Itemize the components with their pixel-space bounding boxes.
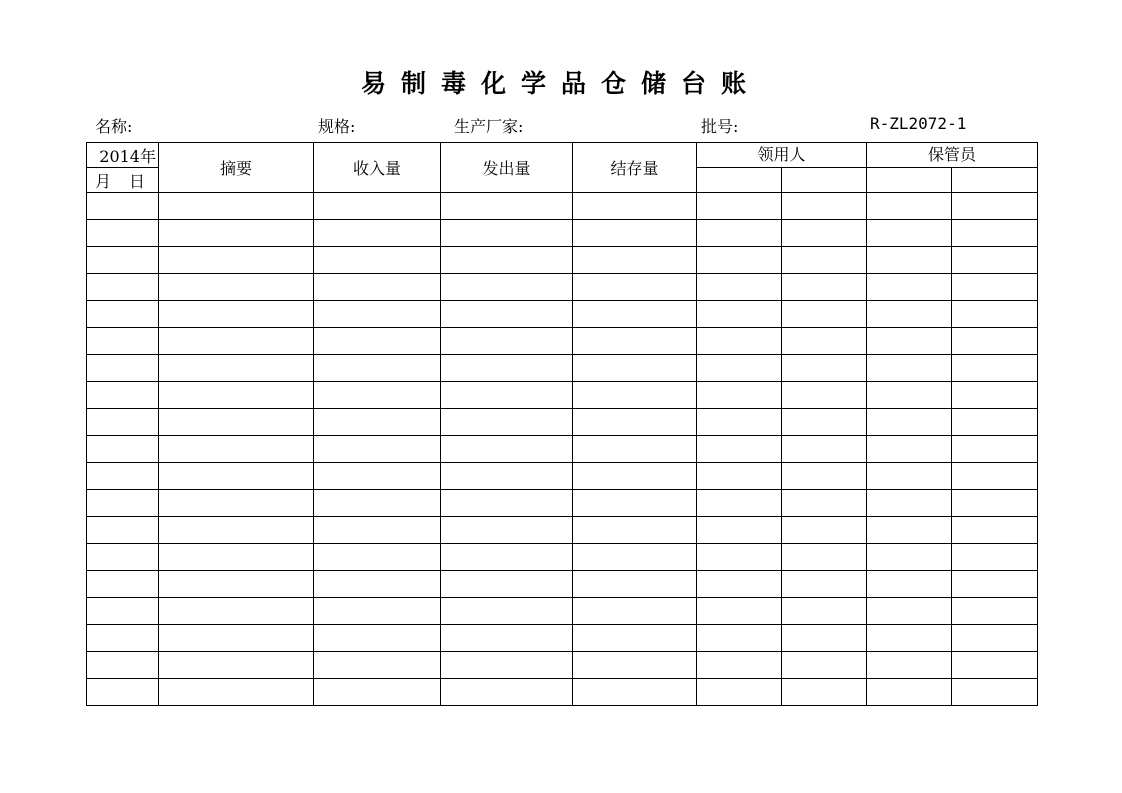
ledger-cell[interactable] xyxy=(867,544,952,571)
ledger-cell[interactable] xyxy=(87,247,159,274)
ledger-cell[interactable] xyxy=(952,517,1038,544)
ledger-cell[interactable] xyxy=(314,247,441,274)
keeper-header: 保管员 xyxy=(867,143,1038,168)
ledger-cell[interactable] xyxy=(573,247,697,274)
ledger-cell[interactable] xyxy=(573,436,697,463)
ledger-row xyxy=(87,220,1038,247)
ledger-cell[interactable] xyxy=(159,598,314,625)
ledger-cell[interactable] xyxy=(87,328,159,355)
ledger-cell[interactable] xyxy=(867,328,952,355)
ledger-cell[interactable] xyxy=(952,409,1038,436)
ledger-cell[interactable] xyxy=(87,490,159,517)
ledger-cell[interactable] xyxy=(314,517,441,544)
ledger-cell[interactable] xyxy=(441,517,573,544)
keeper-sub-cell-1[interactable] xyxy=(867,168,952,193)
ledger-cell[interactable] xyxy=(867,517,952,544)
ledger-cell[interactable] xyxy=(867,274,952,301)
ledger-cell[interactable] xyxy=(867,436,952,463)
month-day-cell xyxy=(87,168,159,193)
ledger-cell[interactable] xyxy=(87,463,159,490)
ledger-cell[interactable] xyxy=(87,274,159,301)
ledger-cell[interactable] xyxy=(87,193,159,220)
ledger-row xyxy=(87,544,1038,571)
ledger-cell[interactable] xyxy=(314,301,441,328)
ledger-cell[interactable] xyxy=(697,247,782,274)
balance-header: 结存量 xyxy=(573,143,697,193)
ledger-row xyxy=(87,571,1038,598)
ledger-cell[interactable] xyxy=(314,598,441,625)
ledger-cell[interactable] xyxy=(87,652,159,679)
keeper-sub-cell-2[interactable] xyxy=(952,168,1038,193)
ledger-cell[interactable] xyxy=(952,571,1038,598)
ledger-cell[interactable] xyxy=(697,571,782,598)
ledger-table xyxy=(86,142,1038,706)
ledger-cell[interactable] xyxy=(573,571,697,598)
ledger-cell[interactable] xyxy=(782,355,867,382)
ledger-row xyxy=(87,355,1038,382)
ledger-cell[interactable] xyxy=(952,598,1038,625)
ledger-cell[interactable] xyxy=(441,382,573,409)
ledger-cell[interactable] xyxy=(697,598,782,625)
ledger-cell[interactable] xyxy=(867,571,952,598)
ledger-row xyxy=(87,301,1038,328)
ledger-cell[interactable] xyxy=(87,355,159,382)
ledger-cell[interactable] xyxy=(87,220,159,247)
summary-header: 摘要 xyxy=(159,143,314,193)
ledger-cell[interactable] xyxy=(441,220,573,247)
ledger-row xyxy=(87,463,1038,490)
ledger-cell[interactable] xyxy=(314,679,441,706)
ledger-cell[interactable] xyxy=(441,355,573,382)
document-title: 易制毒化学品仓储台账 xyxy=(360,69,761,98)
ledger-cell[interactable] xyxy=(867,247,952,274)
ledger-cell[interactable] xyxy=(782,274,867,301)
name-field-label: 名称: xyxy=(95,117,133,136)
ledger-cell[interactable] xyxy=(314,625,441,652)
ledger-cell[interactable] xyxy=(697,625,782,652)
ledger-cell[interactable] xyxy=(159,463,314,490)
ledger-cell[interactable] xyxy=(782,382,867,409)
ledger-row xyxy=(87,436,1038,463)
ledger-cell[interactable] xyxy=(573,463,697,490)
ledger-cell[interactable] xyxy=(573,301,697,328)
ledger-cell[interactable] xyxy=(867,382,952,409)
ledger-cell[interactable] xyxy=(441,247,573,274)
ledger-cell[interactable] xyxy=(867,679,952,706)
ledger-cell[interactable] xyxy=(697,328,782,355)
ledger-cell[interactable] xyxy=(782,679,867,706)
ledger-cell[interactable] xyxy=(782,625,867,652)
ledger-cell[interactable] xyxy=(159,274,314,301)
ledger-cell[interactable] xyxy=(87,679,159,706)
ledger-cell[interactable] xyxy=(159,328,314,355)
ledger-cell[interactable] xyxy=(441,274,573,301)
ledger-cell[interactable] xyxy=(782,571,867,598)
ledger-cell[interactable] xyxy=(314,571,441,598)
ledger-cell[interactable] xyxy=(952,274,1038,301)
day-label: 日 xyxy=(129,171,146,191)
ledger-cell[interactable] xyxy=(697,301,782,328)
ledger-row xyxy=(87,625,1038,652)
ledger-cell[interactable] xyxy=(314,328,441,355)
ledger-cell[interactable] xyxy=(573,544,697,571)
ledger-cell[interactable] xyxy=(159,355,314,382)
month-label: 月 xyxy=(95,171,112,191)
ledger-cell[interactable] xyxy=(782,247,867,274)
recipient-sub-cell-2[interactable] xyxy=(782,168,867,193)
ledger-cell[interactable] xyxy=(867,625,952,652)
ledger-row xyxy=(87,409,1038,436)
ledger-cell[interactable] xyxy=(782,409,867,436)
ledger-cell[interactable] xyxy=(159,247,314,274)
ledger-cell[interactable] xyxy=(314,463,441,490)
ledger-cell[interactable] xyxy=(697,463,782,490)
ledger-cell[interactable] xyxy=(573,652,697,679)
ledger-cell[interactable] xyxy=(867,463,952,490)
ledger-cell[interactable] xyxy=(782,544,867,571)
ledger-cell[interactable] xyxy=(697,544,782,571)
ledger-cell[interactable] xyxy=(952,490,1038,517)
ledger-cell[interactable] xyxy=(697,652,782,679)
ledger-cell[interactable] xyxy=(314,193,441,220)
ledger-cell[interactable] xyxy=(159,193,314,220)
ledger-cell[interactable] xyxy=(573,328,697,355)
ledger-cell[interactable] xyxy=(441,193,573,220)
ledger-cell[interactable] xyxy=(782,220,867,247)
ledger-cell[interactable] xyxy=(952,328,1038,355)
ledger-cell[interactable] xyxy=(159,301,314,328)
ledger-cell[interactable] xyxy=(441,544,573,571)
recipient-sub-cell-1[interactable] xyxy=(697,168,782,193)
ledger-cell[interactable] xyxy=(952,247,1038,274)
ledger-cell[interactable] xyxy=(314,382,441,409)
ledger-cell[interactable] xyxy=(573,490,697,517)
ledger-cell[interactable] xyxy=(314,274,441,301)
ledger-cell[interactable] xyxy=(314,544,441,571)
ledger-cell[interactable] xyxy=(314,220,441,247)
recipient-header: 领用人 xyxy=(697,143,867,168)
ledger-row xyxy=(87,328,1038,355)
ledger-cell[interactable] xyxy=(441,625,573,652)
ledger-cell[interactable] xyxy=(697,355,782,382)
ledger-cell[interactable] xyxy=(697,517,782,544)
ledger-cell[interactable] xyxy=(314,436,441,463)
ledger-cell[interactable] xyxy=(697,490,782,517)
ledger-cell[interactable] xyxy=(952,625,1038,652)
ledger-cell[interactable] xyxy=(697,220,782,247)
ledger-cell[interactable] xyxy=(441,328,573,355)
ledger-cell[interactable] xyxy=(782,598,867,625)
ledger-cell[interactable] xyxy=(867,193,952,220)
ledger-cell[interactable] xyxy=(782,436,867,463)
ledger-cell[interactable] xyxy=(159,625,314,652)
ledger-cell[interactable] xyxy=(314,355,441,382)
ledger-cell[interactable] xyxy=(87,625,159,652)
ledger-cell[interactable] xyxy=(867,409,952,436)
ledger-cell[interactable] xyxy=(87,436,159,463)
ledger-cell[interactable] xyxy=(159,382,314,409)
ledger-cell[interactable] xyxy=(441,463,573,490)
ledger-cell[interactable] xyxy=(697,679,782,706)
ledger-cell[interactable] xyxy=(697,409,782,436)
ledger-cell[interactable] xyxy=(952,193,1038,220)
ledger-cell[interactable] xyxy=(782,463,867,490)
year-cell: 2014年 xyxy=(87,143,159,168)
ledger-cell[interactable] xyxy=(952,544,1038,571)
ledger-cell[interactable] xyxy=(573,679,697,706)
ledger-cell[interactable] xyxy=(159,409,314,436)
ledger-cell[interactable] xyxy=(573,409,697,436)
ledger-row xyxy=(87,517,1038,544)
ledger-cell[interactable] xyxy=(782,328,867,355)
ledger-cell[interactable] xyxy=(441,409,573,436)
ledger-cell[interactable] xyxy=(87,301,159,328)
ledger-cell[interactable] xyxy=(87,409,159,436)
ledger-row xyxy=(87,490,1038,517)
ledger-cell[interactable] xyxy=(697,382,782,409)
ledger-cell[interactable] xyxy=(952,301,1038,328)
ledger-cell[interactable] xyxy=(159,220,314,247)
ledger-cell[interactable] xyxy=(782,517,867,544)
ledger-cell[interactable] xyxy=(441,490,573,517)
ledger-row xyxy=(87,247,1038,274)
ledger-cell[interactable] xyxy=(697,436,782,463)
ledger-cell[interactable] xyxy=(952,355,1038,382)
ledger-cell[interactable] xyxy=(782,490,867,517)
ledger-cell[interactable] xyxy=(159,652,314,679)
ledger-cell[interactable] xyxy=(697,274,782,301)
ledger-row xyxy=(87,274,1038,301)
ledger-cell[interactable] xyxy=(867,355,952,382)
ledger-cell[interactable] xyxy=(952,679,1038,706)
ledger-cell[interactable] xyxy=(314,409,441,436)
batch-field-label: 批号: xyxy=(701,117,739,136)
ledger-cell[interactable] xyxy=(441,598,573,625)
ledger-cell[interactable] xyxy=(782,193,867,220)
header-row-1 xyxy=(87,143,1038,168)
ledger-row xyxy=(87,652,1038,679)
ledger-cell[interactable] xyxy=(867,598,952,625)
ledger-cell[interactable] xyxy=(573,355,697,382)
ledger-cell[interactable] xyxy=(867,301,952,328)
ledger-cell[interactable] xyxy=(573,220,697,247)
ledger-cell[interactable] xyxy=(573,625,697,652)
ledger-cell[interactable] xyxy=(314,652,441,679)
ledger-cell[interactable] xyxy=(782,301,867,328)
ledger-cell[interactable] xyxy=(159,679,314,706)
ledger-row xyxy=(87,382,1038,409)
ledger-cell[interactable] xyxy=(159,517,314,544)
ledger-cell[interactable] xyxy=(952,436,1038,463)
ledger-cell[interactable] xyxy=(573,382,697,409)
ledger-cell[interactable] xyxy=(573,517,697,544)
ledger-cell[interactable] xyxy=(441,571,573,598)
ledger-cell[interactable] xyxy=(867,220,952,247)
ledger-cell[interactable] xyxy=(441,436,573,463)
received-header: 收入量 xyxy=(314,143,441,193)
ledger-cell[interactable] xyxy=(867,652,952,679)
ledger-cell[interactable] xyxy=(159,490,314,517)
ledger-cell[interactable] xyxy=(867,490,952,517)
ledger-cell[interactable] xyxy=(782,652,867,679)
ledger-cell[interactable] xyxy=(441,679,573,706)
ledger-row xyxy=(87,598,1038,625)
ledger-cell[interactable] xyxy=(87,571,159,598)
ledger-cell[interactable] xyxy=(159,436,314,463)
ledger-cell[interactable] xyxy=(573,598,697,625)
ledger-row xyxy=(87,679,1038,706)
spec-field-label: 规格: xyxy=(318,117,356,136)
ledger-cell[interactable] xyxy=(441,652,573,679)
ledger-cell[interactable] xyxy=(87,544,159,571)
ledger-cell[interactable] xyxy=(952,463,1038,490)
maker-field-label: 生产厂家: xyxy=(454,117,524,136)
ledger-cell[interactable] xyxy=(952,220,1038,247)
ledger-cell[interactable] xyxy=(573,274,697,301)
ledger-cell[interactable] xyxy=(952,382,1038,409)
ledger-cell[interactable] xyxy=(159,544,314,571)
ledger-cell[interactable] xyxy=(314,490,441,517)
ledger-row xyxy=(87,193,1038,220)
document-code: R-ZL2072-1 xyxy=(870,114,967,133)
ledger-cell[interactable] xyxy=(697,193,782,220)
ledger-cell[interactable] xyxy=(87,382,159,409)
issued-header: 发出量 xyxy=(441,143,573,193)
ledger-cell[interactable] xyxy=(159,571,314,598)
ledger-cell[interactable] xyxy=(573,193,697,220)
ledger-cell[interactable] xyxy=(952,652,1038,679)
ledger-cell[interactable] xyxy=(87,517,159,544)
ledger-cell[interactable] xyxy=(441,301,573,328)
ledger-cell[interactable] xyxy=(87,598,159,625)
